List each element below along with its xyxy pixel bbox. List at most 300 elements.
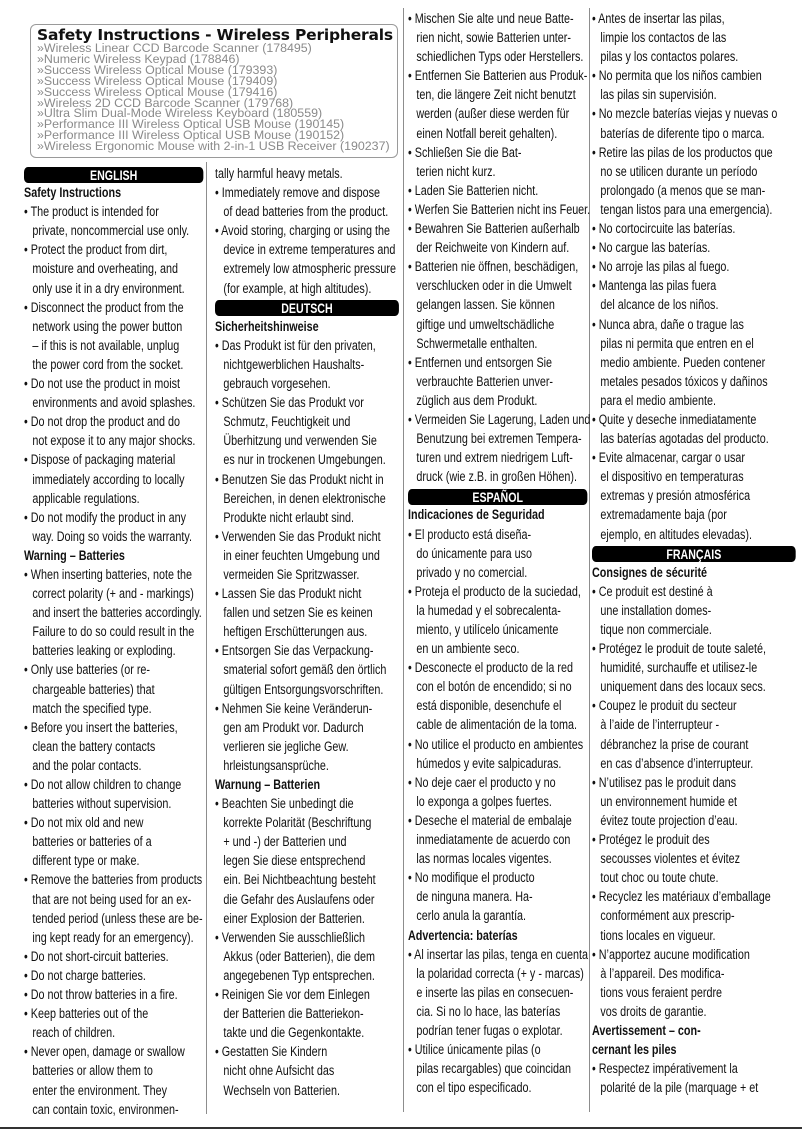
text-line: • N’utilisez pas le produit dans [592,774,737,791]
text-line: • Remove the batteries from products [24,872,203,889]
text-line: only use it in a dry environment. [32,280,185,297]
text-line: legen Sie diese entsprechend [223,853,366,870]
text-line: uniquement dans des locaux secs. [600,679,766,696]
text-line: húmedos y evite salpicaduras. [416,755,562,772]
bullet-item [592,105,796,143]
text-line: • Nehmen Sie keine Veränderun- [215,700,373,717]
text-line: verbrauchte Batterien unver- [416,373,554,390]
bullet-item [215,471,399,528]
language-label: DEUTSCH [215,300,399,316]
text-line: en cas d’absence d’interrupteur. [600,755,754,772]
text-line: fallen und setzen Sie es keinen [223,605,373,622]
text-line: reach of children. [32,1025,116,1042]
text-line: Wechseln von Batterien. [223,1082,341,1099]
text-line: • Do not throw batteries in a fire. [24,987,178,1004]
text-line: heftigen Erschütterungen aus. [223,624,368,641]
text-line: Warning – Batteries [24,547,125,564]
bullet-item [592,640,796,697]
text-line: verschlucken oder in die Umwelt [416,278,572,295]
bullet-item [24,566,203,661]
text-line: • Utilice únicamente pilas (o [408,1042,541,1059]
text-line: turen und extrem niedrigem Luft- [416,450,573,467]
bullet-item [408,736,587,774]
text-line: • Protégez le produit de toute saleté, [592,641,767,658]
text-line: environments and avoid splashes. [32,395,196,412]
text-line: • Schützen Sie das Produkt vor [215,395,364,412]
text-line: e inserte las pilas en consecuen- [416,984,574,1001]
text-line: polarité de la pile (marquage + et [600,1080,759,1097]
text-line: giftige und umweltschädliche [416,316,555,333]
bullet-item [408,144,587,182]
bullet-item [24,299,203,375]
text-line: Bereichen, in denen elektronische [223,490,386,507]
text-line: tions vous feraient perdre [600,984,723,1001]
bullet-item [24,241,203,298]
bullet-item [215,184,399,222]
bullet-item [408,201,591,220]
text-line: terien nicht kurz. [416,163,496,180]
bullet-item [24,451,203,508]
text-line: druck (wie z.B. in großen Höhen). [416,469,577,486]
text-line: • Nunca abra, dañe o trague las [592,316,744,333]
text-line: angegebenen Typ entsprechen. [223,967,375,984]
text-line: • Entfernen Sie Batterien aus Produk- [408,68,588,85]
text-line: • Do not charge batteries. [24,967,146,984]
text-line: ein. Bei Nichtbeachtung besteht [223,872,376,889]
text-line: • Before you insert the batteries, [24,719,178,736]
language-label: ESPAÑOL [408,489,587,505]
text-line: tally harmful heavy metals. [215,166,343,182]
text-line: • Protégez le produit des [592,832,710,849]
text-line: match the specified type. [32,700,152,717]
text-line: Safety Instructions [24,185,122,202]
text-line: gen am Produkt vor. Dadurch [223,719,364,736]
text-line: pilas y los contactos polares. [600,49,739,66]
product-list [37,43,397,152]
text-line: ejemplo, en altitudes elevadas). [600,526,753,543]
text-line: inmediatamente de acuerdo con [416,832,571,849]
text-line: Consignes de sécurité [592,564,708,581]
language-label: ENGLISH [24,167,203,183]
text-line: podrían tener fugas o explotar. [416,1022,563,1039]
text-line: • Do not use the product in moist [24,376,181,393]
text-line: (for example, at high altitudes). [223,280,372,297]
text-line: • When inserting batteries, note the [24,566,193,583]
text-line: die Gefahr des Auslaufens oder [223,891,375,908]
text-line: network using the power button [32,318,183,335]
text-line: • Batterien nie öffnen, beschädigen, [408,259,579,276]
text-line: • Quite y deseche inmediatamente [592,411,757,428]
bullet-item [592,144,796,220]
text-line: • Do not modify the product in any [24,509,187,526]
text-line: • Reinigen Sie vor dem Einlegen [215,987,370,1004]
text-line: Avertissement – con- [592,1022,701,1039]
text-line: • No modifique el producto [408,870,535,887]
text-line: Advertencia: baterías [408,927,518,944]
text-line: gebrauch vorgesehen. [223,376,331,393]
bullet-item [215,1043,399,1100]
text-line: baterías de diferente tipo o marca. [600,125,765,142]
bullet-item [592,316,796,411]
text-line: clean the battery contacts [32,738,156,755]
text-line: • No utilice el producto en ambientes [408,736,584,753]
bullet-item [592,258,796,277]
text-line: Sicherheitshinweise [215,318,319,335]
text-line: – if this is not available, unplug [32,337,180,354]
text-line: batteries leaking or exploding. [32,643,176,660]
text-line: • Antes de insertar las pilas, [592,11,725,27]
bullet-item [408,67,587,143]
section-heading [24,547,203,566]
language-section-bar [408,487,587,506]
bullet-item [215,929,399,986]
bullet-item [592,239,796,258]
bullet-item [408,182,587,201]
bullet-item [24,948,203,967]
product-list-item: »Numeric Wireless Keypad (178846) [37,51,240,66]
text-line: • Ce produit est destiné à [592,583,713,600]
product-list-item: »Success Wireless Optical Mouse (179393) [37,62,278,77]
text-line: • No permita que los niños cambien [592,68,762,85]
text-line: der Reichweite von Kindern auf. [416,240,570,257]
text-line: • Proteja el producto de la suciedad, [408,583,581,600]
text-line: cerlo anula la garantía. [416,908,527,925]
document-title: Safety Instructions - Wireless Peripherals [37,26,393,44]
bullet-item [408,411,591,487]
text-line: • Verwenden Sie ausschließlich [215,929,366,946]
product-list-box [30,24,398,158]
text-line: der Batterien die Batteriekon- [223,1006,364,1023]
text-line: extremas y presión atmosférica [600,488,751,505]
bullet-item [215,986,399,1043]
text-line: con el tipo especificado. [416,1080,532,1097]
text-line: hrleistungsansprüche. [223,757,329,774]
text-line: privado y no comercial. [416,564,528,581]
text-line: • Laden Sie Batterien nicht. [408,182,539,199]
product-list-item: »Wireless Linear CCD Barcode Scanner (178495) [37,41,312,55]
text-line: el dispositivo en temperaturas [600,469,744,486]
text-line: cernant les piles [592,1042,677,1059]
bullet-item [24,967,203,986]
text-line: Failure to do so could result in the [32,624,195,641]
text-line: Überhitzung und verwenden Sie [223,433,377,450]
text-line: private, noncommercial use only. [32,223,190,240]
bullet-item [592,774,796,831]
bullet-item [592,888,796,945]
section-heading [408,927,587,946]
bullet-item [408,774,587,812]
product-list-item: »Wireless 2D CCD Barcode Scanner (179768) [37,95,294,110]
bullet-item [408,946,587,1041]
text-line: • The product is intended for [24,204,159,221]
text-line: • Lassen Sie das Produkt nicht [215,586,362,603]
product-list-item: »Performance III Wireless Optical USB Mouse (190152) [37,128,345,143]
text-line: • Retire las pilas de los productos que [592,144,773,161]
text-line: tended period (unless these are be- [32,910,203,927]
bullet-item [215,222,399,298]
text-line: do únicamente para uso [416,545,533,562]
text-line: lo exponga a golpes fuertes. [416,793,552,810]
text-line: tique non commerciale. [600,622,712,638]
text-line: smaterial sofort gemäß den örtlich [223,662,387,679]
text-line: • Al insertar las pilas, tenga en cuenta [408,946,589,963]
bullet-item [592,67,796,105]
text-line: la polaridad correcta (+ y - marcas) [416,965,584,982]
text-line: • Evite almacenar, cargar o usar [592,450,746,467]
text-line: • Entfernen und entsorgen Sie [408,354,553,371]
text-line: en un ambiente seco. [416,641,520,658]
text-line: Warnung – Batterien [215,777,321,793]
text-line: • No mezcle baterías viejas y nuevas o [592,106,778,123]
text-line: • Mantenga las pilas fuera [592,278,717,295]
text-line: way. Doing so voids the warranty. [32,528,192,545]
text-line: vermeiden Sie Spritzwasser. [223,566,360,583]
text-line: • Do not allow children to change [24,777,182,793]
bullet-item [408,812,587,869]
text-line: the power cord from the socket. [32,356,184,373]
text-line: • Vermeiden Sie Lagerung, Laden und [408,411,591,428]
section-heading [592,1022,796,1060]
bullet-item [24,814,203,871]
section-heading [215,318,399,337]
product-list-item: »Success Wireless Optical Mouse (179409) [37,73,278,88]
text-line: medio ambiente. Pueden contener [600,354,766,371]
text-line: la humedad y el sobrecalenta- [416,602,561,619]
text-line: gültigen Entsorgungsvorschriften. [223,681,384,698]
text-line: batteries or batteries of a [32,834,152,851]
bullet-item [215,642,399,699]
text-line: pilas ni permita que entren en el [600,335,754,352]
text-line: • Avoid storing, charging or using the [215,223,391,240]
text-line: batteries without supervision. [32,796,172,813]
text-line: Indicaciones de Seguridad [408,507,545,524]
text-line: nichtgewerblichen Haushalts- [223,356,365,373]
text-line: and the polar contacts. [32,757,142,774]
text-line: conformément aux prescrip- [600,908,735,925]
text-line: ten, die längere Zeit nicht benutzt [416,87,576,104]
text-line: • Werfen Sie Batterien nicht ins Feuer. [408,201,591,218]
text-line: tions locales en vigueur. [600,927,716,944]
text-line: Benutzung bei extremen Tempera- [416,431,582,448]
bottom-rule [0,1127,802,1129]
text-line: • Do not drop the product and do [24,414,181,431]
text-line: • Deseche el material de embalaje [408,812,572,829]
text-line: • Gestatten Sie Kindern [215,1044,328,1061]
text-line: • Schließen Sie die Bat- [408,144,522,161]
bullet-item [24,776,203,814]
bullet-item [592,449,796,544]
text-line: extremely low atmospheric pressure [223,261,396,278]
text-line: device in extreme temperatures and [223,242,396,259]
text-line: de ninguna manera. Ha- [416,889,533,906]
bullet-item [408,583,587,659]
text-line: Produkte nicht erlaubt sind. [223,509,355,526]
text-line: une installation domes- [600,602,712,619]
text-line: tout choc ou toute chute. [600,870,719,887]
text-line: moisture and overheating, and [32,261,179,278]
text-line: • No cargue las baterías. [592,240,711,257]
text-line: werden (außer diese werden für [416,106,570,123]
text-line: batteries or allow them to [32,1063,153,1080]
bullet-item [215,394,399,470]
text-line: • N’apportez aucune modification [592,946,750,963]
text-line: • Only use batteries (or re- [24,662,151,679]
text-line: prolongado (a menos que se man- [600,182,766,199]
text-line: • El producto está diseña- [408,526,532,543]
bullet-item [592,10,796,67]
product-list-item: »Success Wireless Optical Mouse (179416) [37,84,278,99]
text-line: es nur in trockenen Umgebungen. [223,452,386,469]
bullet-item [592,946,796,1022]
text-line: can contain toxic, environmen- [32,1101,179,1118]
text-line: tengan listos para una emergencia). [600,201,773,218]
text-line: • Recyclez les matériaux d’emballage [592,889,771,906]
bullet-item [408,10,587,67]
bullet-item [592,697,796,773]
text-line: • Coupez le produit du secteur [592,698,737,715]
bullet-item [592,411,796,449]
bullet-item [592,1060,796,1098]
section-heading [215,776,399,795]
language-label: FRANÇAIS [592,546,796,562]
text-line: ing kept ready for an emergency). [32,929,194,946]
bullet-item [408,258,587,353]
section-heading [408,506,587,525]
text-line: • Benutzen Sie das Produkt nicht in [215,471,384,488]
text-line: immediately according to locally [32,471,185,488]
text-line: las baterías agotadas del producto. [600,431,769,448]
text-line: of dead batteries from the product. [223,204,389,221]
bullet-item [592,583,796,640]
text-line: las pilas sin supervisión. [600,87,717,104]
continued-text [215,165,399,184]
text-line: different type or make. [32,853,140,870]
text-line: in einer feuchten Umgebung und [223,547,380,564]
section-heading [592,564,796,583]
text-line: secousses violentes et évitez [600,851,741,868]
text-line: nicht ohne Aufsicht das [223,1063,335,1080]
text-line: applicable regulations. [32,490,140,507]
text-line: cia. Si no lo hace, las baterías [416,1003,561,1020]
bullet-item [592,831,796,888]
bullet-item [408,526,587,583]
text-line: • Bewahren Sie Batterien außerhalb [408,221,580,238]
bullet-item [215,700,399,776]
text-line: not expose it to any major shocks. [32,433,196,450]
text-line: débranchez la prise de courant [600,736,749,753]
text-line: correct polarity (+ and - markings) [32,586,194,603]
text-line: para el medio ambiente. [600,392,717,409]
bullet-item [215,337,399,394]
bullet-item [24,203,203,241]
text-line: • Beachten Sie unbedingt die [215,796,354,813]
text-line: miento, y utilícelo únicamente [416,622,559,638]
text-line: • No cortocircuite las baterías. [592,221,736,238]
text-line: chargeable batteries) that [32,681,155,698]
text-line: pilas recargables) que coincidan [416,1061,572,1078]
bullet-item [215,585,399,642]
text-line: un environnement humide et [600,793,738,810]
text-line: • Keep batteries out of the [24,1006,149,1023]
text-line: las normas locales vigentes. [416,851,552,868]
text-line: con el botón de encendido; si no [416,679,572,696]
product-list-item: »Performance III Wireless Optical USB Mouse (190145) [37,117,345,132]
text-line: and insert the batteries accordingly. [32,605,202,622]
text-line: limpie los contactos de las [600,30,727,47]
text-line: extremadamente baja (por [600,507,727,524]
bullet-item [24,661,203,718]
text-line: rien nicht, sowie Batterien unter- [416,30,571,47]
text-line: Schwermetalle enthalten. [416,335,538,352]
product-list-item: »Ultra Slim Dual-Mode Wireless Keyboard (180559) [37,106,323,121]
product-list-item: »Wireless Ergonomic Mouse with 2-in-1 USB Receiver (190237) [37,139,390,154]
text-line: takte und die Gegenkontakte. [223,1025,365,1042]
text-line: Schmutz, Feuchtigkeit und [223,414,351,431]
text-line: • Das Produkt ist für den privaten, [215,337,376,354]
text-line: • Do not short-circuit batteries. [24,948,169,965]
bullet-item [408,354,587,411]
text-line: vos droits de garantie. [600,1003,707,1020]
bullet-item [24,719,203,776]
text-line: • Mischen Sie alte und neue Batte- [408,11,574,27]
bullet-item [24,1005,203,1043]
language-section-bar [24,165,203,184]
section-heading [24,184,203,203]
bullet-item [24,413,203,451]
text-line: Akkus (oder Batterien), die dem [223,948,375,965]
text-line: • Verwenden Sie das Produkt nicht [215,528,381,545]
text-line: • Desconecte el producto de la red [408,660,574,677]
bullet-item [24,509,203,547]
language-section-bar [215,299,399,318]
text-line: • Dispose of packaging material [24,452,176,469]
text-line: está disponible, desenchufe el [416,698,562,715]
text-line: züglich aus dem Produkt. [416,392,538,409]
language-section-bar [592,545,796,564]
text-line: • Do not mix old and new [24,815,144,832]
text-line: • Disconnect the product from the [24,299,184,316]
bullet-item [592,220,796,239]
text-line: schiedlichen Typs oder Herstellers. [416,49,584,66]
text-line: verlieren sie jegliche Gew. [223,738,349,755]
text-line: • Immediately remove and dispose [215,185,380,202]
text-line: • No arroje las pilas al fuego. [592,259,730,276]
bullet-item [408,1041,587,1098]
bullet-item [215,528,399,585]
text-line: cable de alimentación de la toma. [416,717,578,734]
text-line: einer Explosion der Batterien. [223,910,365,927]
text-line: korrekte Polarität (Beschriftung [223,815,372,832]
text-line: + und -) der Batterien und [223,834,347,851]
text-line: gelangen lassen. Sie können [416,297,555,314]
bullet-item [24,1043,203,1119]
bullet-item [408,659,587,735]
column-espanol-francais [592,10,802,1098]
text-line: • No deje caer el producto y no [408,774,556,791]
bullet-item [24,375,203,413]
bullet-item [592,277,796,315]
text-line: metales pesados tóxicos y dañinos [600,373,768,390]
bullet-item [408,220,587,258]
text-line: humidité, surchauffe et utilisez-le [600,660,758,677]
text-line: del alcance de los niños. [600,297,719,314]
text-line: évitez toute projection d’eau. [600,812,738,829]
text-line: • Respectez impérativement la [592,1061,738,1078]
text-line: einen Notfall bereit gehalten). [416,125,558,142]
text-line: à l’appareil. Des modifica- [600,965,725,982]
text-line: • Entsorgen Sie das Verpackung- [215,643,374,660]
text-line: enter the environment. They [32,1082,168,1099]
